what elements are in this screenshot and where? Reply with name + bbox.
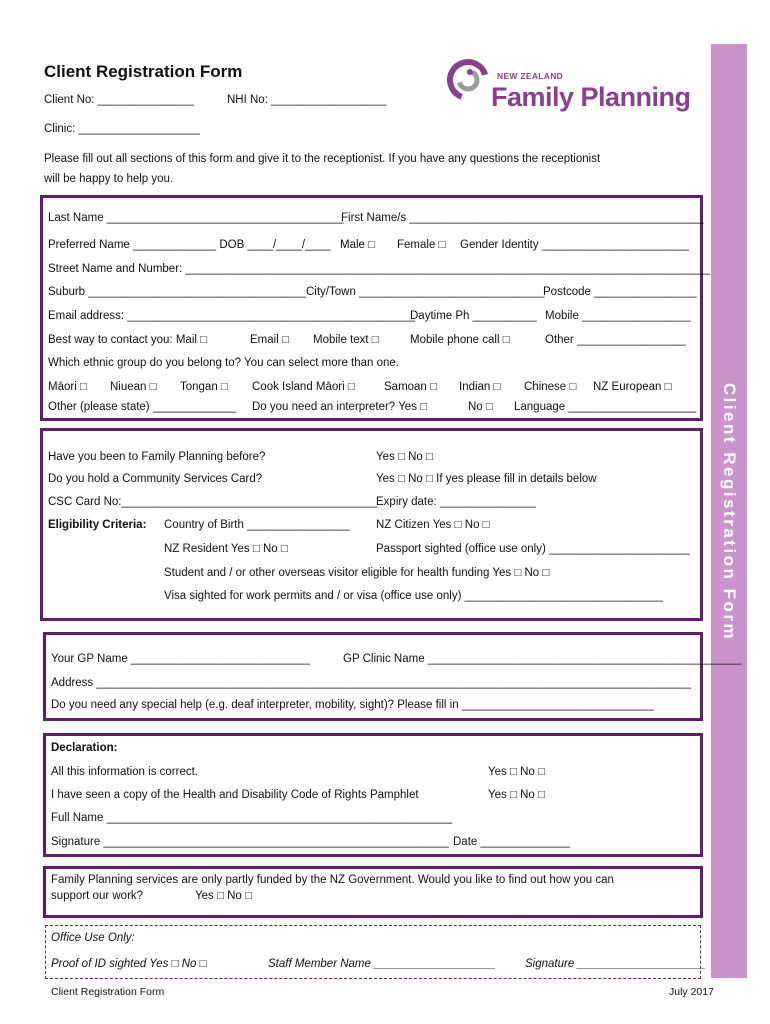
- office-signature-field[interactable]: Signature ____________________: [525, 958, 706, 970]
- support-checkbox[interactable]: Yes □ No □: [195, 890, 252, 902]
- info-correct-checkbox[interactable]: Yes □ No □: [488, 766, 545, 778]
- declaration-heading: Declaration:: [51, 742, 118, 754]
- ethnic-maori-checkbox[interactable]: Māori □: [48, 381, 87, 393]
- support-text-2: support our work?: [51, 890, 144, 902]
- been-before-question: Have you been to Family Planning before?: [48, 451, 266, 463]
- date-field[interactable]: Date ______________: [453, 836, 571, 848]
- student-visitor-checkbox[interactable]: Student and / or other overseas visitor eligible for health funding Yes □ No □: [164, 567, 550, 579]
- ethnic-tongan-checkbox[interactable]: Tongan □: [180, 381, 228, 393]
- been-before-checkbox[interactable]: Yes □ No □: [376, 451, 433, 463]
- ethnic-other-field[interactable]: Other (please state) _____________: [48, 401, 236, 413]
- nhi-no-field[interactable]: NHI No: __________________: [227, 94, 387, 106]
- pamphlet-checkbox[interactable]: Yes □ No □: [488, 789, 545, 801]
- client-no-field[interactable]: Client No: _______________: [44, 94, 194, 106]
- family-planning-logo-icon: [446, 58, 490, 102]
- contact-email-checkbox[interactable]: Email □: [250, 334, 289, 346]
- staff-member-field[interactable]: Staff Member Name ___________________: [268, 958, 496, 970]
- country-of-birth-field[interactable]: Country of Birth ________________: [164, 519, 350, 531]
- male-checkbox[interactable]: Male □: [340, 239, 376, 251]
- footer-date: July 2017: [669, 986, 714, 998]
- special-help-field[interactable]: Do you need any special help (e.g. deaf interpreter, mobility, sight)? Please fill in ______________________________: [51, 699, 654, 711]
- interpreter-yes-checkbox[interactable]: Do you need an interpreter? Yes □: [252, 401, 428, 413]
- mobile-field[interactable]: Mobile _________________: [545, 310, 691, 322]
- last-name-field[interactable]: Last Name _____________________________________: [48, 212, 344, 224]
- address-field[interactable]: Address _____________________________________________________________________________________________: [51, 677, 692, 689]
- csc-checkbox[interactable]: Yes □ No □ If yes please fill in details below: [376, 473, 597, 485]
- nz-citizen-checkbox[interactable]: NZ Citizen Yes □ No □: [376, 519, 490, 531]
- interpreter-no-checkbox[interactable]: No □: [468, 401, 493, 413]
- daytime-phone-field[interactable]: Daytime Ph __________: [410, 310, 537, 322]
- side-banner-label: Client Registration Form: [720, 382, 739, 642]
- nz-resident-checkbox[interactable]: NZ Resident Yes □ No □: [164, 543, 288, 555]
- footer-form-name: Client Registration Form: [51, 986, 165, 998]
- contact-mail-checkbox[interactable]: Best way to contact you: Mail □: [48, 334, 208, 346]
- intro-text-2: will be happy to help you.: [44, 173, 174, 185]
- visa-sighted-field[interactable]: Visa sighted for work permits and / or visa (office use only) _______________________________: [164, 590, 663, 602]
- full-name-field[interactable]: Full Name ______________________________________________________: [51, 812, 452, 824]
- office-use-heading: Office Use Only:: [51, 932, 135, 944]
- ethnic-niuean-checkbox[interactable]: Niuean □: [110, 381, 157, 393]
- form-title: Client Registration Form: [44, 62, 243, 81]
- first-names-field[interactable]: First Name/s ______________________________________________: [341, 212, 704, 224]
- suburb-field[interactable]: Suburb __________________________________: [48, 286, 306, 298]
- street-field[interactable]: Street Name and Number: __________________________________________________________________________________: [48, 263, 710, 275]
- language-field[interactable]: Language ____________________: [514, 401, 697, 413]
- logo-country: NEW ZEALAND: [497, 71, 564, 81]
- ethnic-cook-island-checkbox[interactable]: Cook Island Māori □: [252, 381, 355, 393]
- passport-sighted-field[interactable]: Passport sighted (office use only) ______________________: [376, 543, 690, 555]
- ethnic-indian-checkbox[interactable]: Indian □: [459, 381, 501, 393]
- ethnic-samoan-checkbox[interactable]: Samoan □: [384, 381, 437, 393]
- logo-name: Family Planning: [491, 82, 691, 112]
- ethnic-nz-european-checkbox[interactable]: NZ European □: [593, 381, 672, 393]
- contact-other-field[interactable]: Other _________________: [545, 334, 686, 346]
- ethnic-chinese-checkbox[interactable]: Chinese □: [524, 381, 577, 393]
- csc-question: Do you hold a Community Services Card?: [48, 473, 263, 485]
- csc-card-no-field[interactable]: CSC Card No:________________________________________: [48, 496, 378, 508]
- city-field[interactable]: City/Town _____________________________: [306, 286, 545, 298]
- gp-clinic-field[interactable]: GP Clinic Name _________________________________________________: [343, 653, 742, 665]
- ethnic-question: Which ethnic group do you belong to? You can select more than one.: [48, 357, 399, 369]
- proof-of-id-checkbox[interactable]: Proof of ID sighted Yes □ No □: [51, 958, 207, 970]
- email-field[interactable]: Email address: _____________________________________________: [48, 310, 416, 322]
- intro-text-1: Please fill out all sections of this form and give it to the receptionist. If you have any questions the receptionist: [44, 153, 601, 165]
- pamphlet-statement: I have seen a copy of the Health and Disability Code of Rights Pamphlet: [51, 789, 419, 801]
- eligibility-criteria-label: Eligibility Criteria:: [48, 519, 147, 531]
- info-correct-statement: All this information is correct.: [51, 766, 198, 778]
- preferred-name-dob-field[interactable]: Preferred Name _____________ DOB ____/____/____: [48, 239, 331, 251]
- female-checkbox[interactable]: Female □: [397, 239, 446, 251]
- office-use-section: [45, 925, 701, 979]
- support-text-1: Family Planning services are only partly funded by the NZ Government. Would you like to find out how you can: [51, 874, 614, 886]
- clinic-field[interactable]: Clinic: ___________________: [44, 123, 201, 135]
- expiry-date-field[interactable]: Expiry date: _______________: [376, 496, 536, 508]
- postcode-field[interactable]: Postcode ________________: [543, 286, 697, 298]
- contact-mobile-text-checkbox[interactable]: Mobile text □: [313, 334, 379, 346]
- gender-identity-field[interactable]: Gender Identity _______________________: [460, 239, 689, 251]
- gp-name-field[interactable]: Your GP Name ____________________________: [51, 653, 310, 665]
- contact-mobile-call-checkbox[interactable]: Mobile phone call □: [410, 334, 510, 346]
- signature-field[interactable]: Signature ______________________________________________________: [51, 836, 449, 848]
